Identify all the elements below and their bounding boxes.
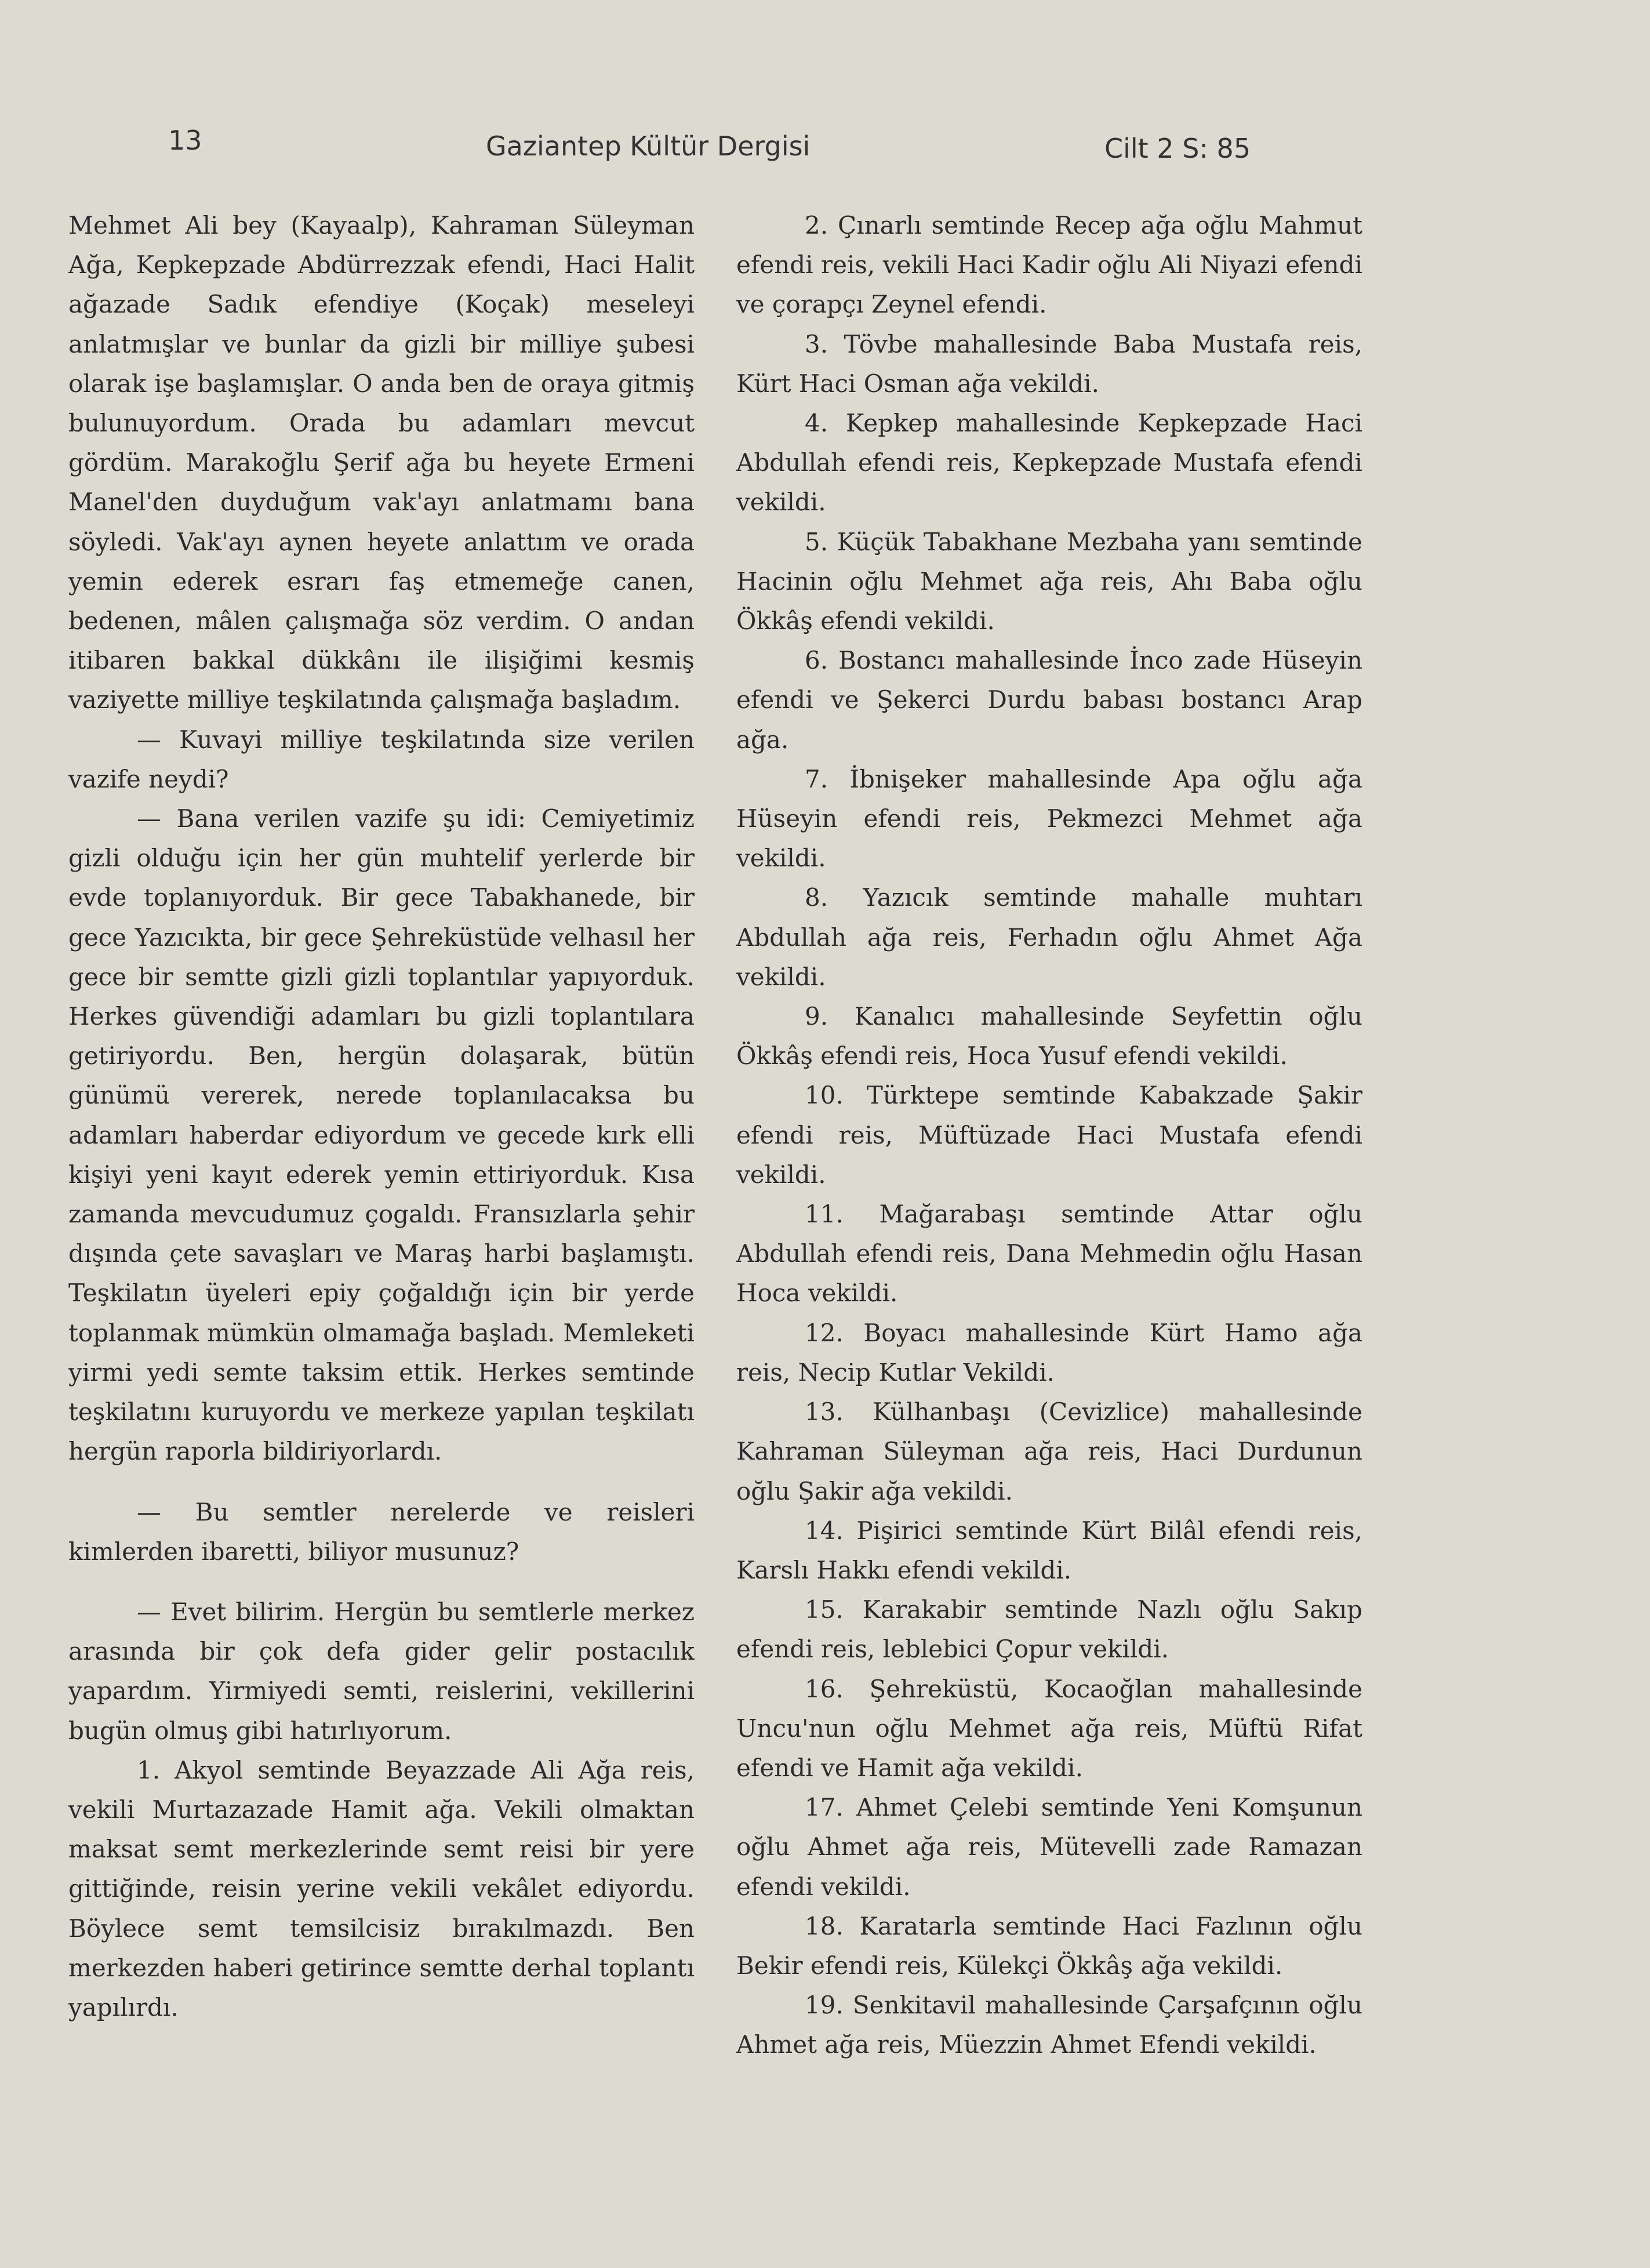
right-column — [736, 206, 1362, 2065]
list-item: 12. Boyacı mahallesinde Kürt Hamo ağa reis, Necip Kutlar Vekildi. — [736, 1318, 1362, 1387]
list-item: 15. Karakabir semtinde Nazlı oğlu Sakıp efendi reis, leblebici Çopur vekildi. — [736, 1595, 1362, 1664]
volume-info: Cilt 2 S: 85 — [1104, 133, 1251, 164]
list-item: 18. Karatarla semtinde Haci Fazlının oğlu Bekir efendi reis, Külekçi Ökkâş ağa vekildi. — [736, 1911, 1362, 1980]
list-item: 16. Şehreküstü, Kocaoğlan mahallesinde Uncu'nun oğlu Mehmet ağa reis, Müftü Rifat efendi ve Hamit ağa vekildi. — [736, 1674, 1362, 1782]
list-item: 7. İbnişeker mahallesinde Apa oğlu ağa Hüseyin efendi reis, Pekmezci Mehmet ağa vekildi. — [736, 764, 1362, 873]
question: — Kuvayi milliye teşkilatında size verilen vazife neydi? — [68, 725, 695, 793]
list-item: 4. Kepkep mahallesinde Kepkepzade Haci Abdullah efendi reis, Kepkepzade Mustafa efendi vekildi. — [736, 409, 1362, 517]
list-item: 8. Yazıcık semtinde mahalle muhtarı Abdullah ağa reis, Ferhadın oğlu Ahmet Ağa vekildi. — [736, 883, 1362, 991]
list-item: 11. Mağarabaşı semtinde Attar oğlu Abdullah efendi reis, Dana Mehmedin oğlu Hasan Hoca vekildi. — [736, 1200, 1362, 1308]
page-number: 13 — [168, 125, 202, 156]
paragraph: Mehmet Ali bey (Kayaalp), Kahraman Süleyman Ağa, Kepkepzade Abdürrezzak efendi, Haci Halit ağazade Sadık efendiye (Koçak) meseleyi anlatmışlar ve bunlar da gizli bir milliye şubesi olarak işe başlamışlar. O anda ben de oraya gitmiş bulunuyordum. Orada bu adamları mevcut gördüm. Marakoğlu Şerif ağa bu heyete Ermeni Manel'den duyduğum vak'ayı anlatmamı bana söyledi. Vak'ayı aynen heyete anlattım ve orada yemin ederek esrarı faş etmemeğe canen, bedenen, mâlen çalışmağa söz verdim. O andan itibaren bakkal dükkânı ile ilişiğimi kesmiş vaziyette milliye teşkilatında çalışmağa başladım. — [68, 211, 695, 714]
question: — Bu semtler nerelerde ve reisleri kimlerden ibaretti, biliyor musunuz? — [68, 1497, 695, 1566]
answer: — Evet bilirim. Hergün bu semtlerle merkez arasında bir çok defa gider gelir postacılık yapardım. Yirmiyedi semti, reislerini, vekillerini bugün olmuş gibi hatırlıyorum. — [68, 1597, 695, 1745]
answer: — Bana verilen vazife şu idi: Cemiyetimiz gizli olduğu için her gün muhtelif yerlerde bir evde toplanıyorduk. Bir gece Tabakhanede, bir gece Yazıcıkta, bir gece Şehreküstüde velhasıl her gece bir semtte gizli gizli toplantılar yapıyorduk. Herkes güvendiği adamları bu gizli toplantılara getiriyordu. Ben, hergün dolaşarak, bütün günümü vererek, nerede toplanılacaksa bu adamları haberdar ediyordum ve gecede kırk elli kişiyi yeni kayıt ederek yemin ettiriyorduk. Kısa zamanda mevcudumuz çogaldı. Fransızlarla şehir dışında çete savaşları ve Maraş harbi başlamıştı. Teşkilatın üyeleri epiy çoğaldığı için bir yerde toplanmak mümkün olmamağa başladı. Memleketi yirmi yedi semte taksim ettik. Herkes semtinde teşkilatını kuruyordu ve merkeze yapılan teşkilatı hergün raporla bildiriyorlardı. — [68, 804, 695, 1466]
list-item: 10. Türktepe semtinde Kabakzade Şakir efendi reis, Müftüzade Haci Mustafa efendi vekildi. — [736, 1081, 1362, 1189]
page-header — [0, 125, 1650, 171]
list-item: 2. Çınarlı semtinde Recep ağa oğlu Mahmut efendi reis, vekili Haci Kadir oğlu Ali Niyazi efendi ve çorapçı Zeynel efendi. — [736, 211, 1362, 319]
list-item: 1. Akyol semtinde Beyazzade Ali Ağa reis, vekili Murtazazade Hamit ağa. Vekili olmaktan maksat semt merkezlerinde semt reisi bir yere gittiğinde, reisin yerine vekili vekâlet ediyordu. Böylece semt temsilcisiz bırakılmazdı. Ben merkezden haberi getirince semtte derhal toplantı yapılırdı. — [68, 1755, 695, 2022]
list-item: 19. Senkitavil mahallesinde Çarşafçının oğlu Ahmet ağa reis, Müezzin Ahmet Efendi vekildi. — [736, 1991, 1362, 2059]
list-item: 13. Külhanbaşı (Cevizlice) mahallesinde Kahraman Süleyman ağa reis, Haci Durdunun oğlu Şakir ağa vekildi. — [736, 1398, 1362, 1505]
list-item: 14. Pişirici semtinde Kürt Bilâl efendi reis, Karslı Hakkı efendi vekildi. — [736, 1516, 1362, 1584]
list-item: 3. Tövbe mahallesinde Baba Mustafa reis, Kürt Haci Osman ağa vekildi. — [736, 329, 1362, 398]
list-item: 9. Kanalıcı mahallesinde Seyfettin oğlu Ökkâş efendi reis, Hoca Yusuf efendi vekildi. — [736, 1002, 1362, 1071]
list-item: 5. Küçük Tabakhane Mezbaha yanı semtinde Hacinin oğlu Mehmet ağa reis, Ahı Baba oğlu Ökkâş efendi vekildi. — [736, 527, 1362, 636]
list-item: 6. Bostancı mahallesinde İnco zade Hüseyin efendi ve Şekerci Durdu babası bostancı Arap ağa. — [736, 646, 1362, 754]
list-item: 17. Ahmet Çelebi semtinde Yeni Komşunun oğlu Ahmet ağa reis, Mütevelli zade Ramazan efendi vekildi. — [736, 1793, 1362, 1901]
journal-title: Gaziantep Kültür Dergisi — [486, 130, 811, 162]
left-column — [68, 206, 695, 2027]
